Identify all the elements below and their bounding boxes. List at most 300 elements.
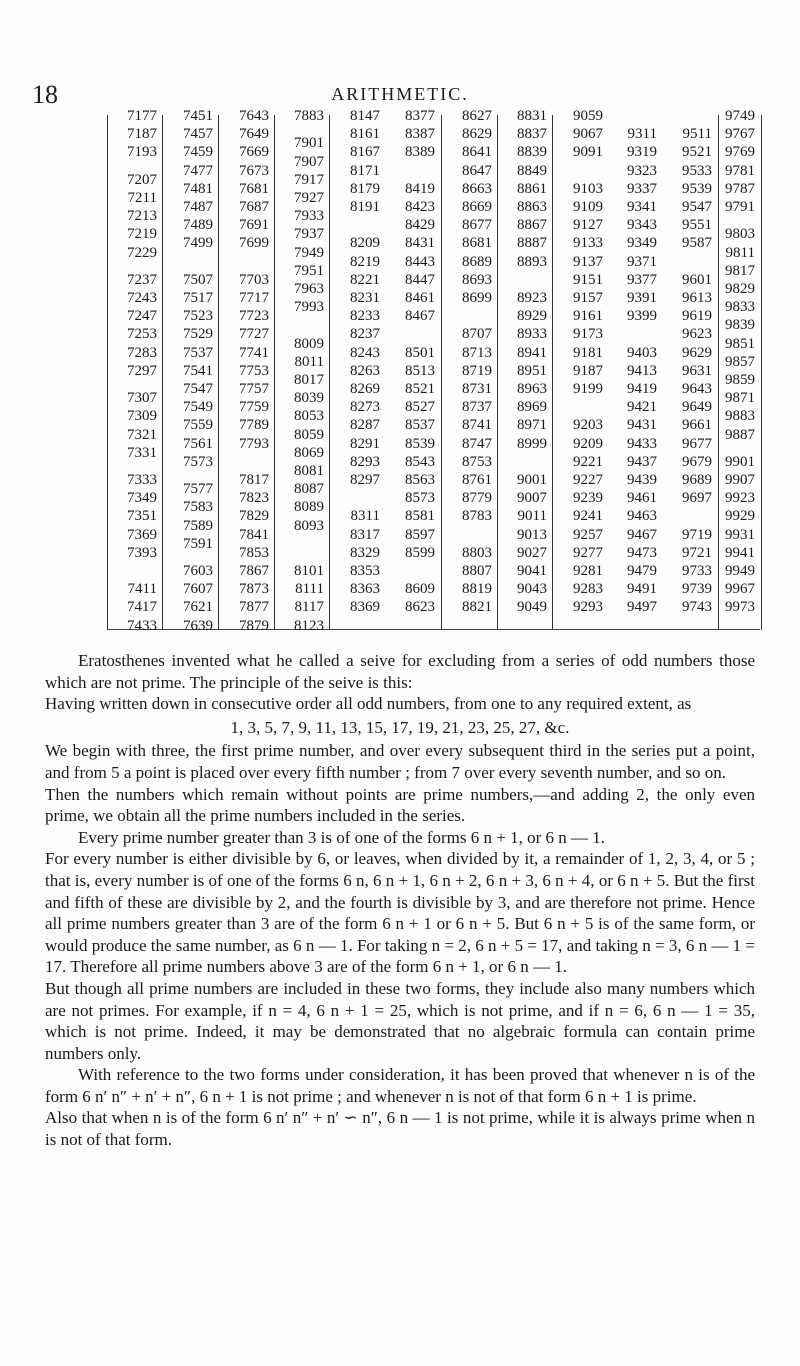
table-cell: 9781 — [725, 162, 755, 179]
table-cell: 8389 — [405, 144, 435, 161]
table-cell: 8861 — [517, 180, 547, 197]
table-cell: 7213 — [127, 208, 157, 225]
table-cell: 8147 — [350, 108, 380, 124]
table-column — [385, 108, 441, 630]
table-cell: 9719 — [682, 526, 712, 543]
table-cell: 7417 — [127, 599, 157, 616]
table-cell: 9413 — [627, 362, 657, 379]
table-cell: 9587 — [682, 235, 712, 252]
table-cell: 8609 — [405, 581, 435, 598]
table-cell: 9767 — [725, 126, 755, 143]
table-cell: 9161 — [573, 308, 603, 325]
table-cell: 7541 — [183, 362, 213, 379]
table-cell: 7681 — [239, 180, 269, 197]
table-column — [107, 108, 163, 634]
table-cell: 7507 — [183, 271, 213, 288]
table-cell: 7829 — [239, 508, 269, 525]
table-cell: 7369 — [127, 526, 157, 543]
table-cell: 7207 — [127, 171, 157, 188]
table-cell: 9257 — [573, 526, 603, 543]
paragraph-not-only-primes: But though all prime numbers are included in these two forms, they include also many numbers which are not primes. For example, if n = 4, 6 n + 1 = 25, which is not prime, and if n = 6, 6 n — 1 = 35, which is not prime. Indeed, it may be demonstrated that no algebraic formula can contain prime numbers only. — [45, 978, 755, 1063]
table-cell: 8669 — [462, 199, 492, 215]
table-cell: 9001 — [517, 472, 547, 488]
table-cell: 8923 — [517, 290, 547, 306]
table-cell: 8179 — [350, 180, 380, 197]
table-cell: 7219 — [127, 226, 157, 243]
table-cell: 8117 — [294, 599, 324, 616]
table-cell: 9343 — [627, 217, 657, 234]
table-cell: 7703 — [239, 271, 269, 288]
table-cell: 7297 — [127, 362, 157, 379]
table-cell: 9613 — [682, 290, 712, 306]
table-cell: 8467 — [405, 308, 435, 325]
table-cell: 7841 — [239, 526, 269, 543]
paragraph-6n-plus-1-rule: With reference to the two forms under consideration, it has been proved that whenever n is of the form 6 n′ n″ + n′ + n″, 6 n + 1 is not prime ; and whenever n is not of that form 6 n + 1 is prime. — [45, 1065, 755, 1106]
table-cell: 9851 — [725, 335, 755, 352]
table-cell: 8731 — [462, 381, 492, 397]
table-cell: 7321 — [127, 426, 157, 443]
table-cell: 9203 — [573, 417, 603, 434]
table-column — [663, 115, 718, 630]
table-cell: 8017 — [294, 371, 324, 388]
table-cell: 7349 — [127, 490, 157, 507]
table-cell: 7687 — [239, 199, 269, 215]
table-cell: 9041 — [517, 563, 547, 579]
table-cell: 9551 — [682, 217, 712, 234]
table-cell: 8779 — [462, 490, 492, 507]
table-cell: 9721 — [682, 544, 712, 561]
table-cell: 8377 — [405, 108, 435, 124]
table-cell: 7793 — [239, 435, 269, 452]
table-cell: 7873 — [239, 581, 269, 598]
table-cell: 7741 — [239, 344, 269, 361]
table-cell: 7457 — [183, 126, 213, 143]
table-cell: 9011 — [517, 508, 547, 525]
table-cell: 7577 — [183, 481, 213, 498]
table-cell: 9901 — [725, 453, 755, 470]
table-cell: 7901 — [294, 135, 324, 152]
table-cell: 8311 — [350, 508, 380, 525]
table-cell: 8929 — [517, 308, 547, 325]
table-cell: 7639 — [183, 617, 213, 634]
table-cell: 8803 — [462, 544, 492, 561]
table-cell: 7561 — [183, 435, 213, 452]
table-cell: 7309 — [127, 408, 157, 425]
table-cell: 7649 — [239, 126, 269, 143]
table-cell: 8543 — [405, 453, 435, 470]
table-cell: 9859 — [725, 371, 755, 388]
table-cell: 9049 — [517, 599, 547, 616]
table-cell: 7331 — [127, 444, 157, 461]
paragraph-begin-with-three: We begin with three, the first prime number, and over every subsequent third in the series put a point, and from 5 a point is placed over every fifth number ; from 7 over every seventh number, and so on. — [45, 741, 755, 782]
table-cell: 9239 — [573, 490, 603, 507]
table-cell: 8089 — [294, 499, 324, 516]
table-cell: 7583 — [183, 499, 213, 516]
table-cell: 7307 — [127, 390, 157, 407]
page-number: 18 — [32, 80, 58, 109]
table-cell: 8039 — [294, 390, 324, 407]
table-cell: 8447 — [405, 271, 435, 288]
table-cell: 9103 — [573, 180, 603, 197]
table-column — [608, 115, 663, 630]
table-cell: 8209 — [350, 235, 380, 252]
table-cell: 8161 — [350, 126, 380, 143]
paragraph-prime-forms: Every prime number greater than 3 is of one of the forms 6 n + 1, or 6 n — 1. — [78, 827, 606, 847]
table-cell: 7333 — [127, 472, 157, 488]
table-cell: 7937 — [294, 226, 324, 243]
table-cell: 7351 — [127, 508, 157, 525]
table-cell: 8081 — [294, 462, 324, 479]
table-cell: 8167 — [350, 144, 380, 161]
table-cell: 8693 — [462, 271, 492, 288]
table-cell: 8263 — [350, 362, 380, 379]
table-cell: 8689 — [462, 253, 492, 270]
table-cell: 9133 — [573, 235, 603, 252]
table-cell: 7477 — [183, 162, 213, 179]
table-cell: 9629 — [682, 344, 712, 361]
table-cell: 9091 — [573, 144, 603, 161]
table-cell: 9601 — [682, 271, 712, 288]
table-cell: 9283 — [573, 581, 603, 598]
table-cell: 8971 — [517, 417, 547, 434]
table-cell: 7877 — [239, 599, 269, 616]
table-cell: 8293 — [350, 453, 380, 470]
table-cell: 8783 — [462, 508, 492, 525]
table-cell: 9539 — [682, 180, 712, 197]
table-cell: 9281 — [573, 563, 603, 579]
table-cell: 8539 — [405, 435, 435, 452]
table-cell: 9463 — [627, 508, 657, 525]
table-cell: 9337 — [627, 180, 657, 197]
table-column — [274, 108, 330, 634]
table-cell: 9791 — [725, 199, 755, 215]
table-cell: 8707 — [462, 326, 492, 343]
table-cell: 7817 — [239, 472, 269, 488]
table-cell: 9689 — [682, 472, 712, 488]
table-cell: 9431 — [627, 417, 657, 434]
table-cell: 8329 — [350, 544, 380, 561]
table-cell: 8011 — [294, 353, 324, 370]
table-cell: 8233 — [350, 308, 380, 325]
table-cell: 8941 — [517, 344, 547, 361]
table-cell: 7949 — [294, 244, 324, 261]
table-cell: 8681 — [462, 235, 492, 252]
primes-table — [107, 108, 760, 634]
table-cell: 9949 — [725, 563, 755, 579]
table-cell: 8537 — [405, 417, 435, 434]
table-cell: 7211 — [127, 189, 157, 206]
table-cell: 9227 — [573, 472, 603, 488]
table-cell: 8839 — [517, 144, 547, 161]
table-cell: 8719 — [462, 362, 492, 379]
table-cell: 8221 — [350, 271, 380, 288]
table-cell: 9433 — [627, 435, 657, 452]
table-cell: 8069 — [294, 444, 324, 461]
table-cell: 9697 — [682, 490, 712, 507]
table-cell: 8573 — [405, 490, 435, 507]
table-cell: 9643 — [682, 381, 712, 397]
table-cell: 8111 — [295, 581, 324, 598]
table-cell: 7393 — [127, 544, 157, 561]
table-cell: 7691 — [239, 217, 269, 234]
table-column — [441, 108, 498, 630]
table-cell: 7237 — [127, 271, 157, 288]
table-cell: 9043 — [517, 581, 547, 598]
table-cell: 8863 — [517, 199, 547, 215]
table-cell: 9437 — [627, 453, 657, 470]
table-cell: 7411 — [127, 581, 157, 598]
paragraph-seive-intro: Eratosthenes invented what he called a seive for excluding from a series of odd numbers those which are not prime. The principle of the seive is this: — [45, 651, 755, 692]
table-cell: 8807 — [462, 563, 492, 579]
table-cell: 7907 — [294, 153, 324, 170]
table-cell: 8269 — [350, 381, 380, 397]
table-cell: 8009 — [294, 335, 324, 352]
table-cell: 9769 — [725, 144, 755, 161]
table-cell: 7917 — [294, 171, 324, 188]
table-cell: 8599 — [405, 544, 435, 561]
table-cell: 9679 — [682, 453, 712, 470]
table-cell: 9883 — [725, 408, 755, 425]
table-cell: 7229 — [127, 244, 157, 261]
table-cell: 8761 — [462, 472, 492, 488]
table-cell: 9739 — [682, 581, 712, 598]
paragraph-remaining-primes: Then the numbers which remain without points are prime numbers,—and adding 2, the only even prime, we obtain all the prime numbers included in the series. — [45, 784, 755, 826]
table-cell: 9829 — [725, 280, 755, 297]
table-cell: 9371 — [627, 253, 657, 270]
table-cell: 8123 — [294, 617, 324, 634]
table-cell: 7933 — [294, 208, 324, 225]
table-cell: 8191 — [350, 199, 380, 215]
table-cell: 9467 — [627, 526, 657, 543]
table-cell: 9199 — [573, 381, 603, 397]
table-cell: 7607 — [183, 581, 213, 598]
table-cell: 7549 — [183, 399, 213, 416]
table-cell: 8317 — [350, 526, 380, 543]
table-cell: 8951 — [517, 362, 547, 379]
table-cell: 9461 — [627, 490, 657, 507]
table-cell: 7867 — [239, 563, 269, 579]
table-cell: 9857 — [725, 353, 755, 370]
table-cell: 9479 — [627, 563, 657, 579]
table-cell: 8887 — [517, 235, 547, 252]
table-cell: 9623 — [682, 326, 712, 343]
table-cell: 8297 — [350, 472, 380, 488]
table-cell: 7823 — [239, 490, 269, 507]
table-cell: 8741 — [462, 417, 492, 434]
table-cell: 9391 — [627, 290, 657, 306]
table-column — [162, 108, 219, 634]
table-cell: 9941 — [725, 544, 755, 561]
table-cell: 9511 — [682, 126, 712, 143]
table-cell: 9787 — [725, 180, 755, 197]
table-cell: 7489 — [183, 217, 213, 234]
table-cell: 9181 — [573, 344, 603, 361]
table-cell: 7523 — [183, 308, 213, 325]
table-cell: 9833 — [725, 299, 755, 316]
table-cell: 8273 — [350, 399, 380, 416]
table-cell: 9887 — [725, 426, 755, 443]
table-cell: 9027 — [517, 544, 547, 561]
table-cell: 8563 — [405, 472, 435, 488]
table-cell: 8231 — [350, 290, 380, 306]
table-cell: 8461 — [405, 290, 435, 306]
table-cell: 8867 — [517, 217, 547, 234]
table-cell: 8291 — [350, 435, 380, 452]
table-cell: 9421 — [627, 399, 657, 416]
table-cell: 8521 — [405, 381, 435, 397]
table-cell: 8893 — [517, 253, 547, 270]
table-cell: 9619 — [682, 308, 712, 325]
table-cell: 8353 — [350, 563, 380, 579]
table-cell: 7283 — [127, 344, 157, 361]
table-cell: 8837 — [517, 126, 547, 143]
table-column — [329, 108, 386, 630]
table-cell: 8287 — [350, 417, 380, 434]
table-cell: 8747 — [462, 435, 492, 452]
table-cell: 7187 — [127, 126, 157, 143]
table-column — [552, 108, 609, 630]
table-cell: 9839 — [725, 317, 755, 334]
table-cell: 7573 — [183, 453, 213, 470]
table-cell: 9929 — [725, 508, 755, 525]
table-cell: 7517 — [183, 290, 213, 306]
table-cell: 9473 — [627, 544, 657, 561]
table-cell: 8527 — [405, 399, 435, 416]
table-cell: 7643 — [239, 108, 269, 124]
paragraph-divisibility-proof: For every number is either divisible by 6, or leaves, when divided by it, a remainder of 1, 2, 3, 4, or 5 ; that is, every number is of one of the forms 6 n, 6 n + 1, 6 n + 2, 6 n + 3, 6 n + 4, or 6 n + 5. But the first and fifth of these are divisible by 2, and the fourth is divisible by 3, and are therefore not prime. Hence all prime numbers greater than 3 are of the form 6 n + 1 or 6 n + 5. But 6 n + 5 is of the same form, or would produce the same number, as 6 n — 1. For taking n = 2, 6 n + 5 = 17, and taking n = 3, 6 n — 1 = 17. Therefore all prime numbers above 3 are of the form 6 n + 1, or 6 n — 1. — [45, 849, 755, 977]
table-cell: 9497 — [627, 599, 657, 616]
table-cell: 8431 — [405, 235, 435, 252]
table-cell: 9803 — [725, 226, 755, 243]
table-cell: 9137 — [573, 253, 603, 270]
table-column — [218, 108, 275, 634]
table-cell: 8699 — [462, 290, 492, 306]
table-cell: 8963 — [517, 381, 547, 397]
table-cell: 8423 — [405, 199, 435, 215]
table-cell: 8663 — [462, 180, 492, 197]
table-cell: 8753 — [462, 453, 492, 470]
table-cell: 9209 — [573, 435, 603, 452]
table-cell: 7757 — [239, 381, 269, 397]
table-cell: 8501 — [405, 344, 435, 361]
table-cell: 9491 — [627, 581, 657, 598]
table-cell: 8677 — [462, 217, 492, 234]
table-cell: 8999 — [517, 435, 547, 452]
table-cell: 7243 — [127, 290, 157, 306]
table-cell: 7559 — [183, 417, 213, 434]
table-cell: 8053 — [294, 408, 324, 425]
table-cell: 7537 — [183, 344, 213, 361]
table-cell: 7193 — [127, 144, 157, 161]
table-cell: 9323 — [627, 162, 657, 179]
table-cell: 8363 — [350, 581, 380, 598]
table-cell: 9439 — [627, 472, 657, 488]
table-cell: 9403 — [627, 344, 657, 361]
table-cell: 8243 — [350, 344, 380, 361]
table-cell: 9241 — [573, 508, 603, 525]
table-cell: 9013 — [517, 526, 547, 543]
table-cell: 9733 — [682, 563, 712, 579]
table-cell: 7993 — [294, 299, 324, 316]
table-cell: 7433 — [127, 617, 157, 634]
table-cell: 8969 — [517, 399, 547, 416]
table-cell: 8087 — [294, 481, 324, 498]
table-cell: 9923 — [725, 490, 755, 507]
table-column — [497, 108, 553, 630]
table-cell: 9973 — [725, 599, 755, 616]
table-cell: 9277 — [573, 544, 603, 561]
table-cell: 8387 — [405, 126, 435, 143]
table-cell: 8101 — [294, 563, 324, 579]
table-cell: 7253 — [127, 326, 157, 343]
table-cell: 8059 — [294, 426, 324, 443]
table-cell: 7727 — [239, 326, 269, 343]
table-cell: 7529 — [183, 326, 213, 343]
table-cell: 9293 — [573, 599, 603, 616]
table-cell: 7753 — [239, 362, 269, 379]
table-cell: 8093 — [294, 517, 324, 534]
table-cell: 7177 — [127, 108, 157, 124]
table-cell: 8419 — [405, 180, 435, 197]
table-cell: 9649 — [682, 399, 712, 416]
table-cell: 7673 — [239, 162, 269, 179]
table-cell: 9967 — [725, 581, 755, 598]
table-cell: 8629 — [462, 126, 492, 143]
table-cell: 9521 — [682, 144, 712, 161]
table-cell: 7481 — [183, 180, 213, 197]
table-cell: 9661 — [682, 417, 712, 434]
table-cell: 9319 — [627, 144, 657, 161]
table-cell: 9067 — [573, 126, 603, 143]
table-cell: 8737 — [462, 399, 492, 416]
table-cell: 7699 — [239, 235, 269, 252]
table-cell: 9341 — [627, 199, 657, 215]
table-cell: 9871 — [725, 390, 755, 407]
table-cell: 7459 — [183, 144, 213, 161]
table-cell: 9817 — [725, 262, 755, 279]
table-cell: 9173 — [573, 326, 603, 343]
table-cell: 7621 — [183, 599, 213, 616]
text-body — [45, 650, 755, 1151]
table-cell: 9059 — [573, 108, 603, 124]
table-cell: 9677 — [682, 435, 712, 452]
table-cell: 9811 — [725, 244, 755, 261]
table-cell: 8819 — [462, 581, 492, 598]
table-cell: 7591 — [183, 535, 213, 552]
table-cell: 9311 — [627, 126, 657, 143]
table-cell: 7879 — [239, 617, 269, 634]
table-cell: 8821 — [462, 599, 492, 616]
table-cell: 8849 — [517, 162, 547, 179]
table-cell: 7669 — [239, 144, 269, 161]
paragraph-6n-minus-1-rule: Also that when n is of the form 6 n′ n″ + n′ ∽ n″, 6 n — 1 is not prime, while it is always prime when n is not of that form. — [45, 1108, 755, 1150]
table-cell: 9109 — [573, 199, 603, 215]
table-cell: 7853 — [239, 544, 269, 561]
table-cell: 7789 — [239, 417, 269, 434]
running-head: ARITHMETIC. — [331, 84, 469, 104]
table-cell: 9931 — [725, 526, 755, 543]
table-cell: 7589 — [183, 517, 213, 534]
table-cell: 7451 — [183, 108, 213, 124]
table-cell: 9743 — [682, 599, 712, 616]
table-cell: 8627 — [462, 108, 492, 124]
table-cell: 9631 — [682, 362, 712, 379]
table-cell: 8597 — [405, 526, 435, 543]
table-cell: 7723 — [239, 308, 269, 325]
table-cell: 8171 — [350, 162, 380, 179]
table-cell: 8237 — [350, 326, 380, 343]
table-cell: 7487 — [183, 199, 213, 215]
